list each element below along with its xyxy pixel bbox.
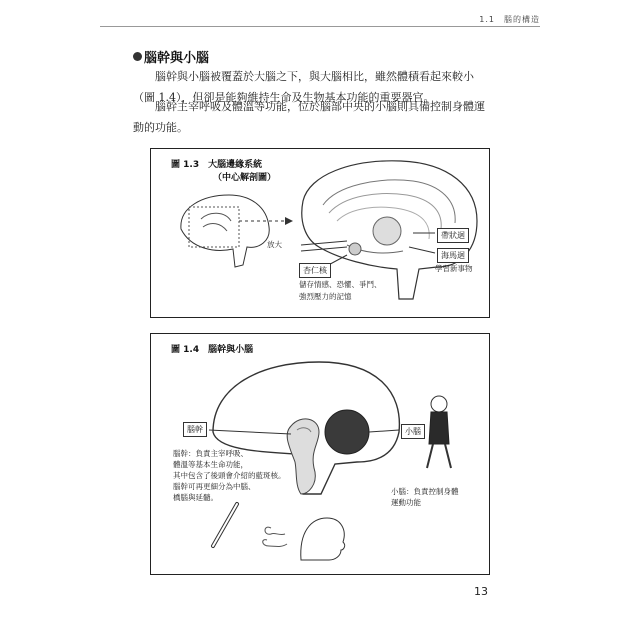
amygdala-label: 杏仁核 bbox=[299, 263, 331, 278]
section-title-text: 腦幹與小腦 bbox=[144, 51, 210, 66]
brainstem-note-1: 腦幹：負責主宰呼吸、 bbox=[173, 449, 248, 458]
brainstem-note-2: 體溫等基本生命功能， bbox=[173, 460, 248, 469]
brainstem-note-5: 橋腦與延髓。 bbox=[173, 493, 218, 502]
paragraph-2: 腦幹主宰呼吸及體溫等功能，位於腦部中央的小腦則具備控制身體運動的功能。 bbox=[133, 100, 485, 134]
hippocampus-note: 學習新事物 bbox=[435, 264, 473, 273]
figure-1-3-subcaption: （中心解剖圖） bbox=[213, 173, 277, 183]
amygdala-note-1: 儲存情感、恐懼、爭鬥、 bbox=[299, 280, 382, 289]
bullet-icon bbox=[133, 52, 142, 61]
brainstem-label: 腦幹 bbox=[183, 422, 207, 437]
amygdala-note-2: 強烈壓力的記憶 bbox=[299, 292, 352, 301]
header-rule bbox=[100, 26, 540, 27]
section-title bbox=[133, 47, 209, 66]
cerebellum-note-2: 運動功能 bbox=[391, 498, 421, 507]
cerebellum-label: 小腦 bbox=[401, 424, 425, 439]
brainstem-note-4: 腦幹可再更細分為中腦、 bbox=[173, 482, 256, 491]
page-number: 13 bbox=[474, 585, 488, 598]
figure-1-3-caption: 圖 1.3 大腦邊緣系統 bbox=[171, 160, 263, 170]
hippocampus-label: 海馬迴 bbox=[437, 248, 469, 263]
figure-1-4 bbox=[150, 333, 490, 575]
cingulate-label: 帶狀迴 bbox=[437, 228, 469, 243]
figure-1-4-caption: 圖 1.4 腦幹與小腦 bbox=[171, 345, 254, 355]
cerebellum-note-1: 小腦：負責控制身體 bbox=[391, 487, 459, 496]
paragraph-1: 腦幹與小腦被覆蓋於大腦之下，與大腦相比，雖然體積看起來較小（圖 1.4），但卻是能夠維持生命及生物基本功能的重要器官。 bbox=[133, 70, 474, 104]
enlarge-label: 放大 bbox=[267, 240, 282, 249]
running-head: 1.1 腦的構造 bbox=[479, 15, 540, 24]
brainstem-note-3: 其中包含了後頭會介紹的藍斑核。 bbox=[173, 471, 286, 480]
figure-1-3 bbox=[150, 148, 490, 318]
